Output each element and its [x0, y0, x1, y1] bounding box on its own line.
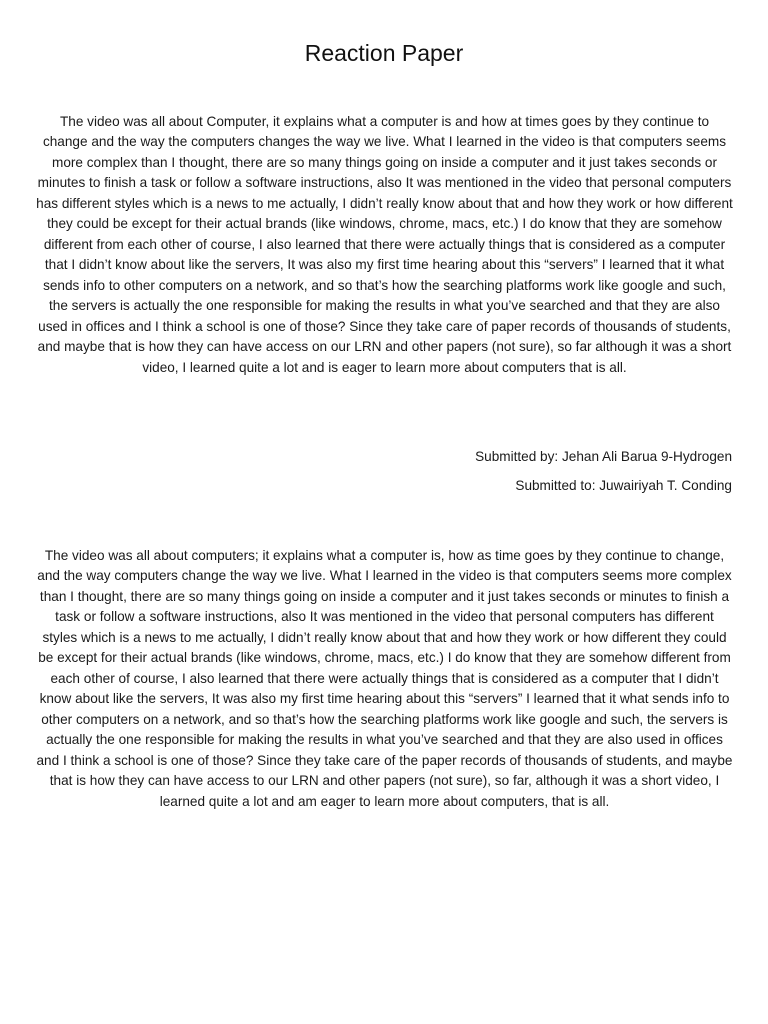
reaction-paragraph-original: The video was all about Computer, it explains what a computer is and how at times goes by they continue to change and the way the computers changes the way we live. What I learned in the video is that computers seems more complex than I thought, there are so many things going on inside a computer and it just takes seconds or minutes to finish a task or follow a software instructions, also It was mentioned in the video that personal computers has different styles which is a news to me actually, I didn’t really know about that and how they work or how different they could be except for their actual brands (like windows, chrome, macs, etc.) I do know that they are somehow different from each other of course, I also learned that there were actually things that is considered as a computer that I didn’t know about like the servers, It was also my first time hearing about this “servers” I learned that it what sends info to other computers on a network, and so that’s how the searching platforms work like google and such, the servers is actually the one responsible for making the results in what you’ve searched and that they are also used in offices and I think a school is one of those? Since they take care of paper records of thousands of students, and maybe that is how they can have access on our LRN and other papers (not sure), so far although it was a short video, I learned quite a lot and is eager to learn more about computers that is all. — [36, 113, 733, 375]
document-title: Reaction Paper — [304, 40, 464, 66]
submitted-by-line: Submitted by: Jehan Ali Barua 9-Hydrogen — [475, 449, 732, 464]
submitted-to-line: Submitted to: Juwairiyah T. Conding — [515, 478, 732, 493]
reaction-paragraph-revised: The video was all about computers; it explains what a computer is, how as time goes by they continue to change, and the way computers change the way we live. What I learned in the video is that computers seems more complex than I thought, there are so many things going on inside a computer and it just takes seconds or minutes to finish a task or follow a software instructions, also It was mentioned in the video that personal computers has different styles which is a news to me actually, I didn’t really know about that and how they work or how different they could be except for their actual brands (like windows, chrome, macs, etc.) I do know that they are somehow different from each other of course, I also learned that there were actually things that is considered as a computer that I didn’t know about like the servers, It was also my first time hearing about this “servers” I learned that it what sends info to other computers on a network, and so that’s how the searching platforms work like google and such, the servers is actually the one responsible for making the results in what you’ve searched and that they are also used in offices and I think a school is one of those? Since they take care of the paper records of thousands of students, and maybe that is how they can have access to our LRN and other papers (not sure), so far, although it was a short video, I learned quite a lot and am eager to learn more about computers, that is all. — [36, 547, 733, 809]
